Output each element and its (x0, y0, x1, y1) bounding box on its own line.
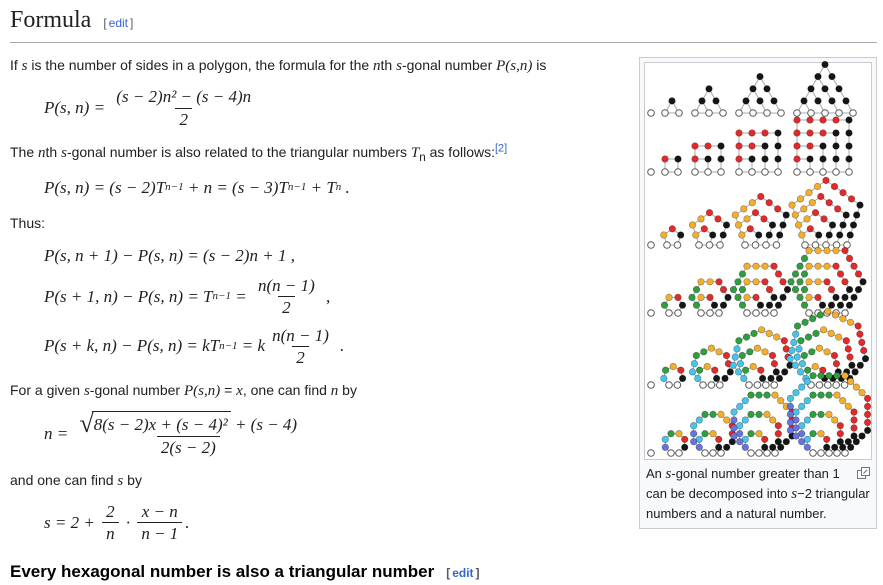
formula-s (44, 501, 625, 545)
text-run: -gonal number is also related to the triangular numbers (66, 143, 411, 160)
edit-link[interactable]: edit (108, 16, 129, 30)
text-run: as follows: (425, 143, 495, 160)
section-title: Formula (10, 7, 92, 33)
numerator: n(n − 1) (272, 325, 329, 345)
text-run: The (10, 143, 39, 160)
numerator: (s − 2)n² − (s − 4)n (116, 87, 252, 107)
math-var: s (665, 466, 672, 482)
figure-thumbnail (639, 57, 877, 529)
edit-section (103, 16, 133, 30)
radicand: 8(s − 2)x + (s − 4)² (92, 411, 231, 435)
edit-bracket-open: [ (103, 16, 107, 30)
text-run: If (10, 57, 22, 73)
math-var: x (236, 383, 243, 399)
text-run: -gonal number (89, 382, 184, 398)
text-run: + T (306, 177, 336, 197)
subscript: n−1 (219, 339, 238, 352)
text-run: P(s + k, n) − P(s, n) = kT (44, 336, 220, 356)
reference-link[interactable]: [2] (494, 142, 508, 155)
text-run: + n = (s − 3)T (183, 177, 288, 197)
denominator: 2 (292, 346, 309, 368)
text-run: n = (44, 424, 73, 444)
subscript: n (335, 181, 342, 194)
edit-bracket-close-2: ] (475, 565, 480, 580)
text-run: th (380, 57, 397, 73)
math-var: P(s,n) (183, 383, 221, 399)
text-run: s = 2 + (44, 512, 100, 532)
numerator: x − n (141, 502, 178, 521)
math-var: T (410, 144, 420, 161)
text-run: P(s + 1, n) − P(s, n) = T (44, 286, 213, 306)
formula-n (44, 411, 625, 458)
section-heading-formula (10, 4, 877, 43)
text-run: and one can find (10, 471, 118, 488)
math-var: n (38, 144, 46, 161)
math-var: s (21, 58, 28, 74)
text-run: · (121, 512, 135, 532)
math-var: P(s,n) (496, 58, 533, 74)
sqrt-numerator (79, 409, 298, 439)
math-var: s (83, 383, 90, 399)
text-run: An (646, 466, 666, 481)
radical-sign: √ (79, 409, 94, 439)
subscript: n−1 (165, 181, 184, 194)
text-run: th (45, 143, 62, 160)
fraction (102, 501, 119, 545)
fraction (137, 501, 182, 545)
edit-link-2[interactable]: edit (452, 565, 474, 580)
math-var: n (330, 383, 339, 399)
text-run: . (335, 336, 345, 356)
figure-caption-text (646, 466, 870, 521)
text-run: is (532, 57, 547, 73)
fraction (268, 325, 333, 369)
formula-psn (44, 86, 625, 130)
edit-section-2 (446, 566, 479, 580)
text-run: P(s, n) = (s − 2)T (44, 177, 166, 197)
text-run: -gonal number greater than 1 can be decomposed into (646, 466, 840, 501)
polygonal-numbers-figure[interactable] (645, 63, 869, 459)
fraction (112, 86, 255, 130)
formula-diff-sk (44, 325, 625, 369)
formula-diff-n (44, 243, 625, 269)
subsection-title: Every hexagonal number is also a triangular number (10, 561, 435, 581)
denominator: 2 (175, 108, 192, 130)
subscript: n (419, 150, 426, 164)
text-run: -gonal number (401, 57, 497, 73)
fraction (254, 275, 319, 319)
text-run: −2 triangular numbers and a natural number. (646, 485, 870, 521)
math-var: n (373, 58, 381, 74)
denominator: 2(s − 2) (157, 436, 220, 458)
text-run: + (s − 4) (230, 415, 298, 435)
math-var: s (791, 485, 798, 502)
denominator: 2 (278, 296, 295, 318)
text-run: by (338, 382, 357, 398)
section-heading-hexagonal (10, 559, 877, 585)
text-run: P(s, n + 1) − P(s, n) = (s − 2)n + 1 , (44, 245, 295, 265)
text-run: Thus: (10, 214, 46, 231)
text-run: . (185, 512, 190, 532)
text-run: . (341, 177, 350, 197)
text-run: = (220, 382, 237, 398)
math-var: s (61, 144, 67, 161)
fraction (75, 411, 301, 458)
denominator: n − 1 (137, 522, 182, 544)
text-run: is the number of sides in a polygon, the formula for the (27, 57, 374, 73)
subscript: n−1 (287, 181, 307, 194)
text-run: , one can find (242, 382, 331, 398)
numerator: n(n − 1) (257, 276, 315, 295)
numerator: 2 (106, 502, 115, 521)
math-var: s (396, 58, 402, 74)
text-run: = k (237, 336, 266, 356)
text-run: For a given (10, 382, 84, 398)
text-run: , (321, 286, 331, 306)
denominator: n (102, 522, 119, 544)
edit-bracket-close: ] (130, 16, 134, 30)
polygonal-numbers-image[interactable] (644, 62, 872, 460)
magnify-icon[interactable] (857, 467, 870, 479)
formula-triangular (44, 175, 625, 201)
subscript: n−1 (212, 290, 231, 303)
sqrt-expression (79, 409, 230, 439)
text-run: = (230, 286, 251, 306)
math-var: s (117, 472, 124, 489)
numerator (75, 409, 301, 439)
figure-caption (644, 460, 872, 524)
text-run: P(s, n) = (44, 97, 110, 117)
edit-bracket-open-2: [ (446, 565, 451, 580)
formula-diff-s1 (44, 275, 625, 319)
text-run: by (123, 471, 142, 488)
